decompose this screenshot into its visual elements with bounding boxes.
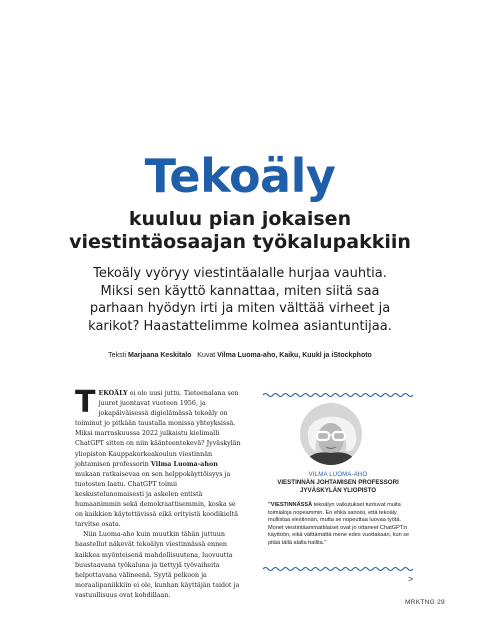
wavy-divider-icon	[263, 566, 413, 572]
body-paragraph: Niin Luoma-aho kuin muutkin tähän juttuun haastellut näkevät tekoälyn viestinnässä ennen kaikkea myönteisenä mahdollisuutena, luovuutta buustaavana työkaluna ja tiettyjä työvaiheita helpottavana välineenä. Syytä pelkoon ja moraalipaniikkiin ei ole, kunhan käyttäjän taidot ja vastuullisuus ovat kohdillaan.	[75, 531, 240, 599]
credit-text-author: Marjaana Keskitalo	[128, 352, 192, 359]
article-title: Tekoäly	[144, 149, 336, 203]
body-paragraph	[75, 385, 245, 530]
body-text: mukaan ratkaisevaa on sen helppokäyttöisyys ja tuotosten laatu. ChatGPT toimii keskustelunomaisesti ja askelen entistä humaanimmin sekä demokraattisemmin, koska se on kaikkien käytettävissä eikä erityistä koodikieltä tarvitse osata.	[75, 470, 239, 529]
wavy-divider-icon	[263, 392, 413, 398]
body-text: ei ole uusi juttu. Tieteenalana sen juuret juontavat vuoteen 1956, ja jokapäiväisessä digielämässä tekoäly on toiminut jo pitkään taustalla monissa yhteyksissä. Miksi marraskuussa 2022 julkaistu kielimalli ChatGPT sitten on niin käänteentekevä? Jyväskylän yliopiston Kauppakorkeakoulun viestinnän johtamisen professorin	[75, 390, 241, 468]
credit-photo-sources: Vilma Luoma-aho, Kaiku, Kuukl ja iStockphoto	[217, 352, 372, 359]
subtitle-line: kuuluu pian jokaisen	[128, 208, 352, 230]
body-highlight-name: Vilma Luoma-ahon	[150, 460, 218, 468]
quote-text: tekoälyn vaikutukset tuntuvat muita toimialoja nopeammin. En ehkä sanoisi, että tekoäly mullistaa viestinnän, mutta se nopeuttaa luovaa työtä. Monet viestintäammattilaiset ovat jo ottaneet ChatGPT:n käyttöön, eikä välttämättä mene edes vuottakaan, kun se pitää tällä alalla hallita.”	[268, 502, 410, 546]
lead-line: Miksi sen käyttö kannattaa, miten siitä saa	[100, 283, 380, 299]
dropcap: T	[75, 385, 96, 420]
portrait-photo	[300, 403, 362, 465]
article-lead	[0, 265, 480, 335]
quote-lead: ”VIESTINNÄSSÄ	[268, 502, 313, 508]
pull-quote	[268, 502, 413, 548]
page-folio: MRKTNG 29	[405, 599, 445, 606]
person-role	[263, 479, 413, 495]
lead-line: parhaan hyödyn irti ja miten välttää virheet ja	[89, 301, 391, 316]
person-role-line: JYVÄSKYLÄN YLIOPISTO	[299, 487, 377, 494]
person-role-line: VIESTINNÄN JOHTAMISEN PROFESSORI	[277, 479, 399, 486]
person-name: VILMA LUOMA-AHO	[308, 472, 368, 478]
credit-photo-label: Kuvat	[197, 352, 216, 359]
credit-text-label: Teksti	[108, 352, 127, 359]
article-subtitle	[0, 208, 480, 254]
lead-line: karikot? Haastattelimme kolmea asiantuntijaa.	[88, 318, 392, 334]
body-lead-word: EKOÄLY	[98, 390, 128, 397]
article-credits	[0, 351, 480, 361]
article-body	[75, 385, 245, 601]
subtitle-line: viestintäosaajan työkalupakkiin	[69, 231, 411, 253]
lead-line: Tekoäly vyöryy viestintäalalle hurjaa vauhtia.	[93, 266, 387, 281]
continue-arrow-icon: >	[408, 574, 414, 584]
